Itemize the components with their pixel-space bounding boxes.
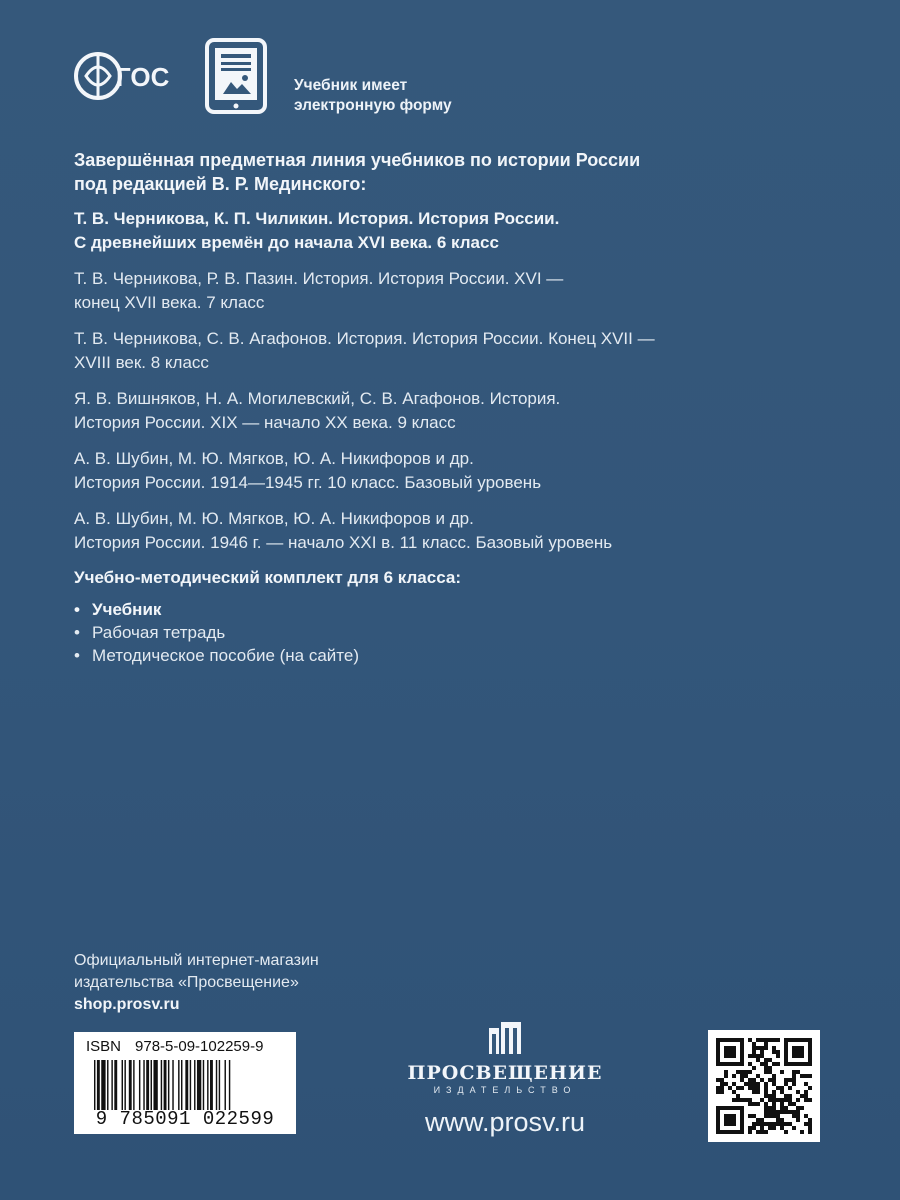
book-line: А. В. Шубин, М. Ю. Мягков, Ю. А. Никифоров и др. xyxy=(74,449,474,468)
barcode-digits: 9 785091 022599 xyxy=(95,1108,275,1130)
isbn-barcode xyxy=(74,1032,296,1134)
book-entry xyxy=(74,327,854,375)
kit-item xyxy=(74,621,461,644)
bullet-icon: • xyxy=(74,623,80,642)
publisher-url[interactable]: www.prosv.ru xyxy=(424,1107,586,1137)
barcode-bars xyxy=(94,1060,276,1110)
kit-item-label: Рабочая тетрадь xyxy=(92,623,226,642)
tablet-icon xyxy=(205,38,267,114)
book-line: Я. В. Вишняков, Н. А. Могилевский, С. В. Агафонов. История. xyxy=(74,389,561,408)
shop-url[interactable]: shop.prosv.ru xyxy=(74,996,180,1013)
qr-code[interactable] xyxy=(708,1030,820,1142)
fgos-logo xyxy=(72,48,172,104)
book-line: С древнейших времён до начала XVI века. 6 класс xyxy=(74,233,499,252)
shop-line: Официальный интернет-магазин xyxy=(74,952,319,969)
book-entry xyxy=(74,447,854,495)
series-list xyxy=(74,148,854,555)
shop-info xyxy=(74,950,319,1016)
book-line: А. В. Шубин, М. Ю. Мягков, Ю. А. Никифоров и др. xyxy=(74,509,474,528)
book-line: XVIII век. 8 класс xyxy=(74,353,209,372)
kit-title: Учебно-методический комплект для 6 класса: xyxy=(74,568,461,587)
book-entry xyxy=(74,267,854,315)
bullet-icon: • xyxy=(74,646,80,665)
isbn-number: 978-5-09-102259-9 xyxy=(135,1038,264,1055)
qr-pattern xyxy=(716,1038,812,1134)
book-line: История России. XIX — начало XX века. 9 класс xyxy=(74,413,456,432)
kit-item-label: Методическое пособие (на сайте) xyxy=(92,646,360,665)
eform-line: Учебник имеет xyxy=(294,77,408,94)
book-line: Т. В. Черникова, К. П. Чиликин. История. История России. xyxy=(74,209,560,228)
book-entry xyxy=(74,507,854,555)
eform-line: электронную форму xyxy=(294,97,452,114)
publisher-logo-icon xyxy=(487,1020,523,1056)
book-line: Т. В. Черникова, С. В. Агафонов. История. История России. Конец XVII — xyxy=(74,329,655,348)
fgos-text: ГОС xyxy=(116,62,170,92)
kit-item-label: Учебник xyxy=(92,600,162,619)
book-entry-current xyxy=(74,207,854,255)
book-line: История России. 1914—1945 гг. 10 класс. Базовый уровень xyxy=(74,473,542,492)
book-line: конец XVII века. 7 класс xyxy=(74,293,265,312)
publisher-name: ПРОСВЕЩЕНИЕ xyxy=(407,1062,603,1084)
bullet-icon: • xyxy=(74,600,80,619)
book-line: История России. 1946 г. — начало XXI в. 11 класс. Базовый уровень xyxy=(74,533,613,552)
intro-line: под редакцией В. Р. Мединского: xyxy=(74,174,367,194)
shop-line: издательства «Просвещение» xyxy=(74,974,299,991)
publisher-subtitle: ИЗДАТЕЛЬСТВО xyxy=(433,1085,577,1095)
isbn-text xyxy=(86,1038,277,1055)
teaching-kit xyxy=(74,566,461,667)
publisher-block xyxy=(400,1020,610,1138)
isbn-label: ISBN xyxy=(86,1038,122,1055)
series-intro xyxy=(74,148,854,196)
book-entry xyxy=(74,387,854,435)
book-line: Т. В. Черникова, Р. В. Пазин. История. История России. XVI — xyxy=(74,269,564,288)
electronic-form-note xyxy=(294,76,452,116)
kit-item xyxy=(74,598,461,621)
kit-item xyxy=(74,644,461,667)
intro-line: Завершённая предметная линия учебников по истории России xyxy=(74,150,641,170)
kit-list xyxy=(74,598,461,667)
